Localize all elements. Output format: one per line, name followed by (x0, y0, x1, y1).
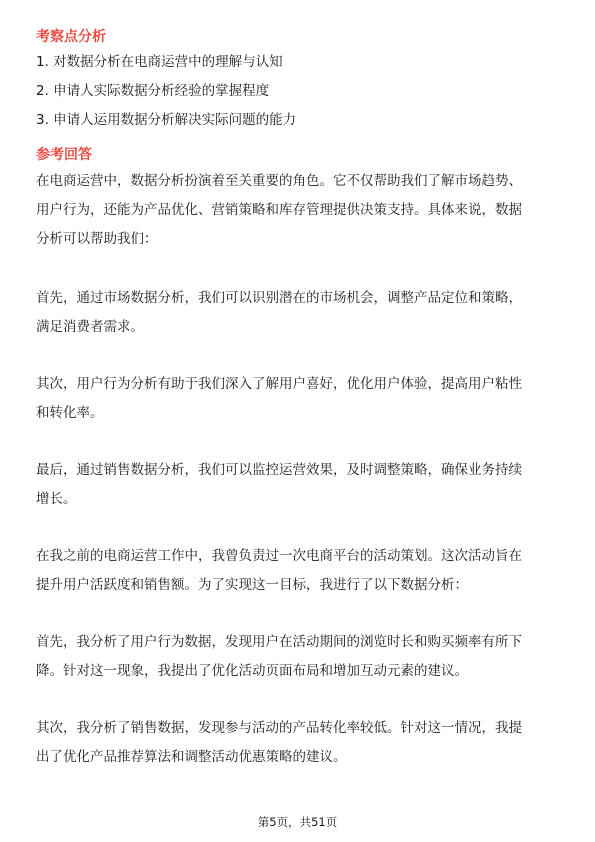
answer-line-4: 首先，通过市场数据分析，我们可以识别潜在的市场机会，调整产品定位和策略， (36, 290, 522, 306)
answer-line-10: 在我之前的电商运营工作中，我曾负责过一次电商平台的活动策划。这次活动旨在 (36, 548, 522, 564)
analysis-heading: 考察点分析 (36, 29, 106, 45)
page-number: 第5页，共51页 (257, 815, 338, 829)
answer-line-2: 用户行为，还能为产品优化、营销策略和库存管理提供决策支持。具体来说，数据 (36, 202, 522, 218)
answer-line-6: 其次，用户行为分析有助于我们深入了解用户喜好，优化用户体验，提高用户粘性 (36, 376, 522, 392)
answer-line-8: 最后，通过销售数据分析，我们可以监控运营效果，及时调整策略，确保业务持续 (36, 462, 522, 478)
analysis-point-3: 3. 申请人运用数据分析解决实际问题的能力 (36, 112, 297, 128)
answer-line-15: 出了优化产品推荐算法和调整活动优惠策略的建议。 (36, 749, 347, 765)
answer-heading: 参考回答 (36, 147, 92, 163)
analysis-point-1: 1. 对数据分析在电商运营中的理解与认知 (36, 54, 283, 70)
answer-line-5: 满足消费者需求。 (36, 319, 144, 335)
answer-line-3: 分析可以帮助我们： (36, 231, 158, 247)
analysis-point-2: 2. 申请人实际数据分析经验的掌握程度 (36, 83, 270, 99)
answer-line-11: 提升用户活跃度和销售额。为了实现这一目标，我进行了以下数据分析： (36, 577, 468, 593)
answer-line-12: 首先，我分析了用户行为数据，发现用户在活动期间的浏览时长和购买频率有所下 (36, 634, 522, 650)
answer-line-9: 增长。 (36, 491, 77, 507)
answer-line-14: 其次，我分析了销售数据，发现参与活动的产品转化率较低。针对这一情况，我提 (36, 720, 522, 736)
answer-line-7: 和转化率。 (36, 405, 104, 421)
answer-line-13: 降。针对这一现象，我提出了优化活动页面布局和增加互动元素的建议。 (36, 663, 468, 679)
answer-line-1: 在电商运营中，数据分析扮演着至关重要的角色。它不仅帮助我们了解市场趋势、 (36, 173, 522, 189)
